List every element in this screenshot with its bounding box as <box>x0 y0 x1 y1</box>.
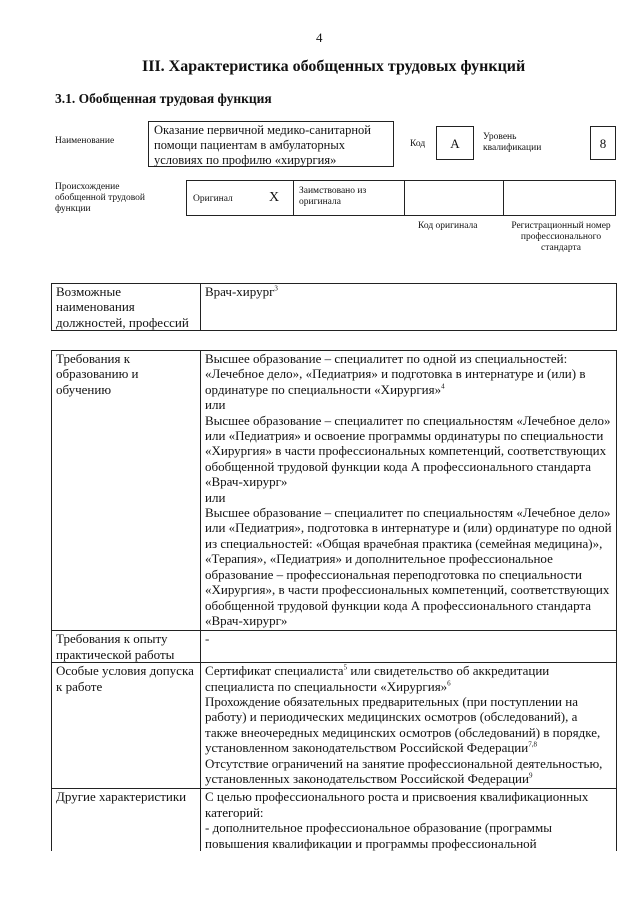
positions-label: Возможные наименования должностей, профессий <box>52 284 201 331</box>
reg-number-label: Регистрационный номер профессионального стандарта <box>511 221 611 253</box>
education-row <box>52 351 617 631</box>
name-value-box <box>148 121 394 167</box>
original-mark: X <box>269 190 280 205</box>
experience-row <box>52 631 617 663</box>
level-value-box <box>590 126 616 160</box>
code-value: А <box>450 136 460 151</box>
original-label: Оригинал <box>193 194 233 204</box>
special-value: Сертификат специалиста$^5$ или свидетельство об аккредитации специалиста по специальности «Хирургия»$^6$ Прохождение обязательных предварительных (при поступлении на работу) и периодических медицинских осмотров (обследований), а также внеочередных медицинских осмотров (обследований) в порядке, установленном законодательством Российской Федерации$^{7,8}$ Отсутствие ограничений на занятие профессиональной деятельностью, установленных законодательством Российской Федерации$^9$ <box>201 663 617 789</box>
section-title: III. Характеристика обобщенных трудовых функций <box>142 58 526 75</box>
page-number: 4 <box>316 30 323 45</box>
name-value: Оказание первичной медико-санитарной помощи пациентам в амбулаторных условиях по профилю «хирургия» <box>154 123 371 167</box>
other-row <box>52 789 617 851</box>
subsection-title: 3.1. Обобщенная трудовая функция <box>55 91 272 106</box>
borrowed-label: Заимствовано из оригинала <box>299 186 367 207</box>
other-label: Другие характеристики <box>52 789 201 851</box>
reg-number-cell <box>503 180 616 216</box>
other-value: С целью профессионального роста и присвоения квалификационных категорий: - дополнительное профессиональное образование (программы повышения квалификации и программы профессиональной <box>201 789 617 851</box>
name-label: Наименование <box>55 136 115 146</box>
original-cell <box>186 180 294 216</box>
code-label: Код <box>410 139 426 149</box>
borrowed-cell <box>293 180 405 216</box>
special-label: Особые условия допуска к работе <box>52 663 201 789</box>
education-label: Требования к образованию и обучению <box>52 351 201 631</box>
code-value-box <box>436 126 474 160</box>
experience-value: - <box>201 631 617 663</box>
experience-label: Требования к опыту практической работы <box>52 631 201 663</box>
level-value: 8 <box>599 136 607 151</box>
education-value: Высшее образование – специалитет по одной из специальностей: «Лечебное дело», «Педиатрия» и подготовка в интернатуре и (или) в ординатуре по специальности «Хирургия»$^4$ или Высшее образование – специалитет по специальностям «Лечебное дело» или «Педиатрия» и освоение программы ординатуры по специальности «Хирургия» в части профессиональных компетенций, соответствующих обобщенной трудовой функции кода А профессионального стандарта «Врач-хирург» или Высшее образование – специалитет по специальностям «Лечебное дело» или «Педиатрия», подготовка в интернатуре и (или) ординатуре по одной из специальностей: «Общая врачебная практика (семейная медицина)», «Терапия», «Педиатрия» и дополнительное профессиональное образование – профессиональная переподготовка по специальности «Хирургия», в части профессиональных компетенций, соответствующих обобщенной трудовой функции кода А профессионального стандарта «Врач-хирург» <box>201 351 617 631</box>
code-original-label: Код оригинала <box>418 221 478 231</box>
special-row <box>52 663 617 789</box>
code-original-cell <box>404 180 504 216</box>
positions-value: Врач-хирург$^3$ <box>201 284 617 331</box>
origin-label: Происхождение обобщенной трудовой функции <box>55 182 145 214</box>
level-label: Уровень квалификации <box>483 132 542 153</box>
positions-table <box>51 283 617 331</box>
requirements-table <box>51 350 617 851</box>
